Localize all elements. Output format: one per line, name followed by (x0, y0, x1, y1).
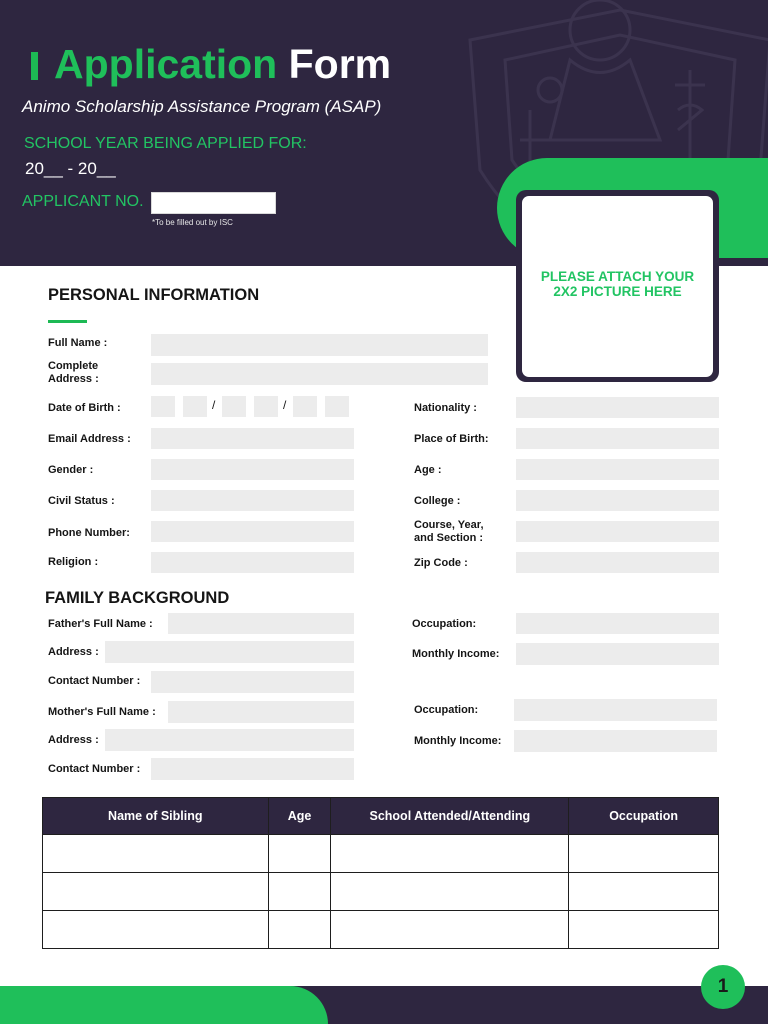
father-income-field[interactable] (516, 643, 719, 665)
mother-address-field[interactable] (105, 729, 354, 751)
course-field[interactable] (516, 521, 719, 542)
applicant-no-label: APPLICANT NO. (22, 193, 144, 210)
email-label: Email Address : (48, 433, 131, 445)
table-row (43, 873, 719, 911)
civil-status-field[interactable] (151, 490, 354, 511)
college-label: College : (414, 495, 461, 507)
zip-label: Zip Code : (414, 557, 468, 569)
phone-label: Phone Number: (48, 527, 130, 539)
col-header-age: Age (268, 798, 331, 835)
photo-instruction-line1: PLEASE ATTACH YOUR (540, 269, 695, 284)
religion-label: Religion : (48, 556, 99, 568)
siblings-table (42, 797, 719, 949)
sibling-name-cell[interactable] (43, 835, 269, 873)
full-name-label: Full Name : (48, 337, 108, 349)
civil-status-label: Civil Status : (48, 495, 115, 507)
mother-occupation-field[interactable] (514, 699, 717, 721)
father-address-field[interactable] (105, 641, 354, 663)
father-address-label: Address : (48, 646, 99, 658)
zip-field[interactable] (516, 552, 719, 573)
address-label (48, 360, 99, 386)
col-header-school: School Attended/Attending (331, 798, 569, 835)
footer-green-band (0, 986, 328, 1024)
age-field[interactable] (516, 459, 719, 480)
dob-day-digit-2[interactable] (254, 396, 278, 417)
nationality-label: Nationality : (414, 402, 477, 414)
school-year-value: 20__ - 20__ (25, 159, 116, 178)
sibling-occupation-cell[interactable] (569, 835, 719, 873)
sibling-age-cell[interactable] (268, 835, 331, 873)
photo-instruction-line2: 2X2 PICTURE HERE (553, 284, 682, 299)
photo-instruction (522, 269, 713, 299)
dob-month-digit-2[interactable] (183, 396, 207, 417)
dob-month-digit-1[interactable] (151, 396, 175, 417)
dob-year-digit-2[interactable] (325, 396, 349, 417)
gender-field[interactable] (151, 459, 354, 480)
dob-label: Date of Birth : (48, 402, 121, 414)
mother-income-label: Monthly Income: (414, 735, 502, 747)
address-field[interactable] (151, 363, 488, 385)
dob-year-digit-1[interactable] (293, 396, 317, 417)
sibling-age-cell[interactable] (268, 873, 331, 911)
sibling-name-cell[interactable] (43, 873, 269, 911)
sibling-school-cell[interactable] (331, 873, 569, 911)
sibling-name-cell[interactable] (43, 911, 269, 949)
place-of-birth-label: Place of Birth: (414, 433, 489, 445)
sibling-occupation-cell[interactable] (569, 873, 719, 911)
title-accent: Application (54, 41, 278, 87)
mother-name-label: Mother's Full Name : (48, 706, 156, 718)
email-field[interactable] (151, 428, 354, 449)
col-header-occupation: Occupation (569, 798, 719, 835)
place-of-birth-field[interactable] (516, 428, 719, 449)
table-row (43, 835, 719, 873)
father-income-label: Monthly Income: (412, 648, 500, 660)
college-field[interactable] (516, 490, 719, 511)
col-header-sibling-name: Name of Sibling (43, 798, 269, 835)
father-contact-label: Contact Number : (48, 675, 141, 687)
dob-separator: / (283, 398, 287, 412)
sibling-occupation-cell[interactable] (569, 911, 719, 949)
applicant-no-field[interactable] (151, 192, 276, 214)
father-name-field[interactable] (168, 613, 354, 634)
gender-label: Gender : (48, 464, 94, 476)
personal-info-heading: PERSONAL INFORMATION (48, 286, 260, 304)
nationality-field[interactable] (516, 397, 719, 418)
title-plain: Form (288, 41, 392, 87)
father-contact-field[interactable] (151, 671, 354, 693)
course-label-line2: and Section : (414, 532, 484, 544)
mother-contact-field[interactable] (151, 758, 354, 780)
mother-name-field[interactable] (168, 701, 354, 723)
mother-occupation-label: Occupation: (414, 704, 479, 716)
table-row (43, 911, 719, 949)
course-label (414, 519, 484, 545)
page-number-badge: 1 (701, 965, 745, 1009)
address-label-line2: Address : (48, 373, 99, 385)
father-name-label: Father's Full Name : (48, 618, 153, 630)
applicant-no-note: *To be filled out by ISC (152, 218, 233, 227)
mother-income-field[interactable] (514, 730, 717, 752)
dob-separator: / (212, 398, 216, 412)
section-underline (48, 320, 87, 323)
father-occupation-label: Occupation: (412, 618, 477, 630)
mother-contact-label: Contact Number : (48, 763, 141, 775)
sibling-school-cell[interactable] (331, 911, 569, 949)
course-label-line1: Course, Year, (414, 519, 484, 531)
program-subtitle: Animo Scholarship Assistance Program (ASAP) (22, 97, 382, 116)
religion-field[interactable] (151, 552, 354, 573)
mother-address-label: Address : (48, 734, 99, 746)
sibling-age-cell[interactable] (268, 911, 331, 949)
age-label: Age : (414, 464, 442, 476)
title-accent-bar (31, 52, 38, 80)
address-label-line1: Complete (48, 360, 99, 372)
siblings-header-row (43, 798, 719, 835)
father-occupation-field[interactable] (516, 613, 719, 634)
school-year-label: SCHOOL YEAR BEING APPLIED FOR: (24, 135, 307, 152)
full-name-field[interactable] (151, 334, 488, 356)
family-background-heading: FAMILY BACKGROUND (45, 589, 230, 607)
page-title (54, 40, 391, 88)
phone-field[interactable] (151, 521, 354, 542)
sibling-school-cell[interactable] (331, 835, 569, 873)
dob-day-digit-1[interactable] (222, 396, 246, 417)
